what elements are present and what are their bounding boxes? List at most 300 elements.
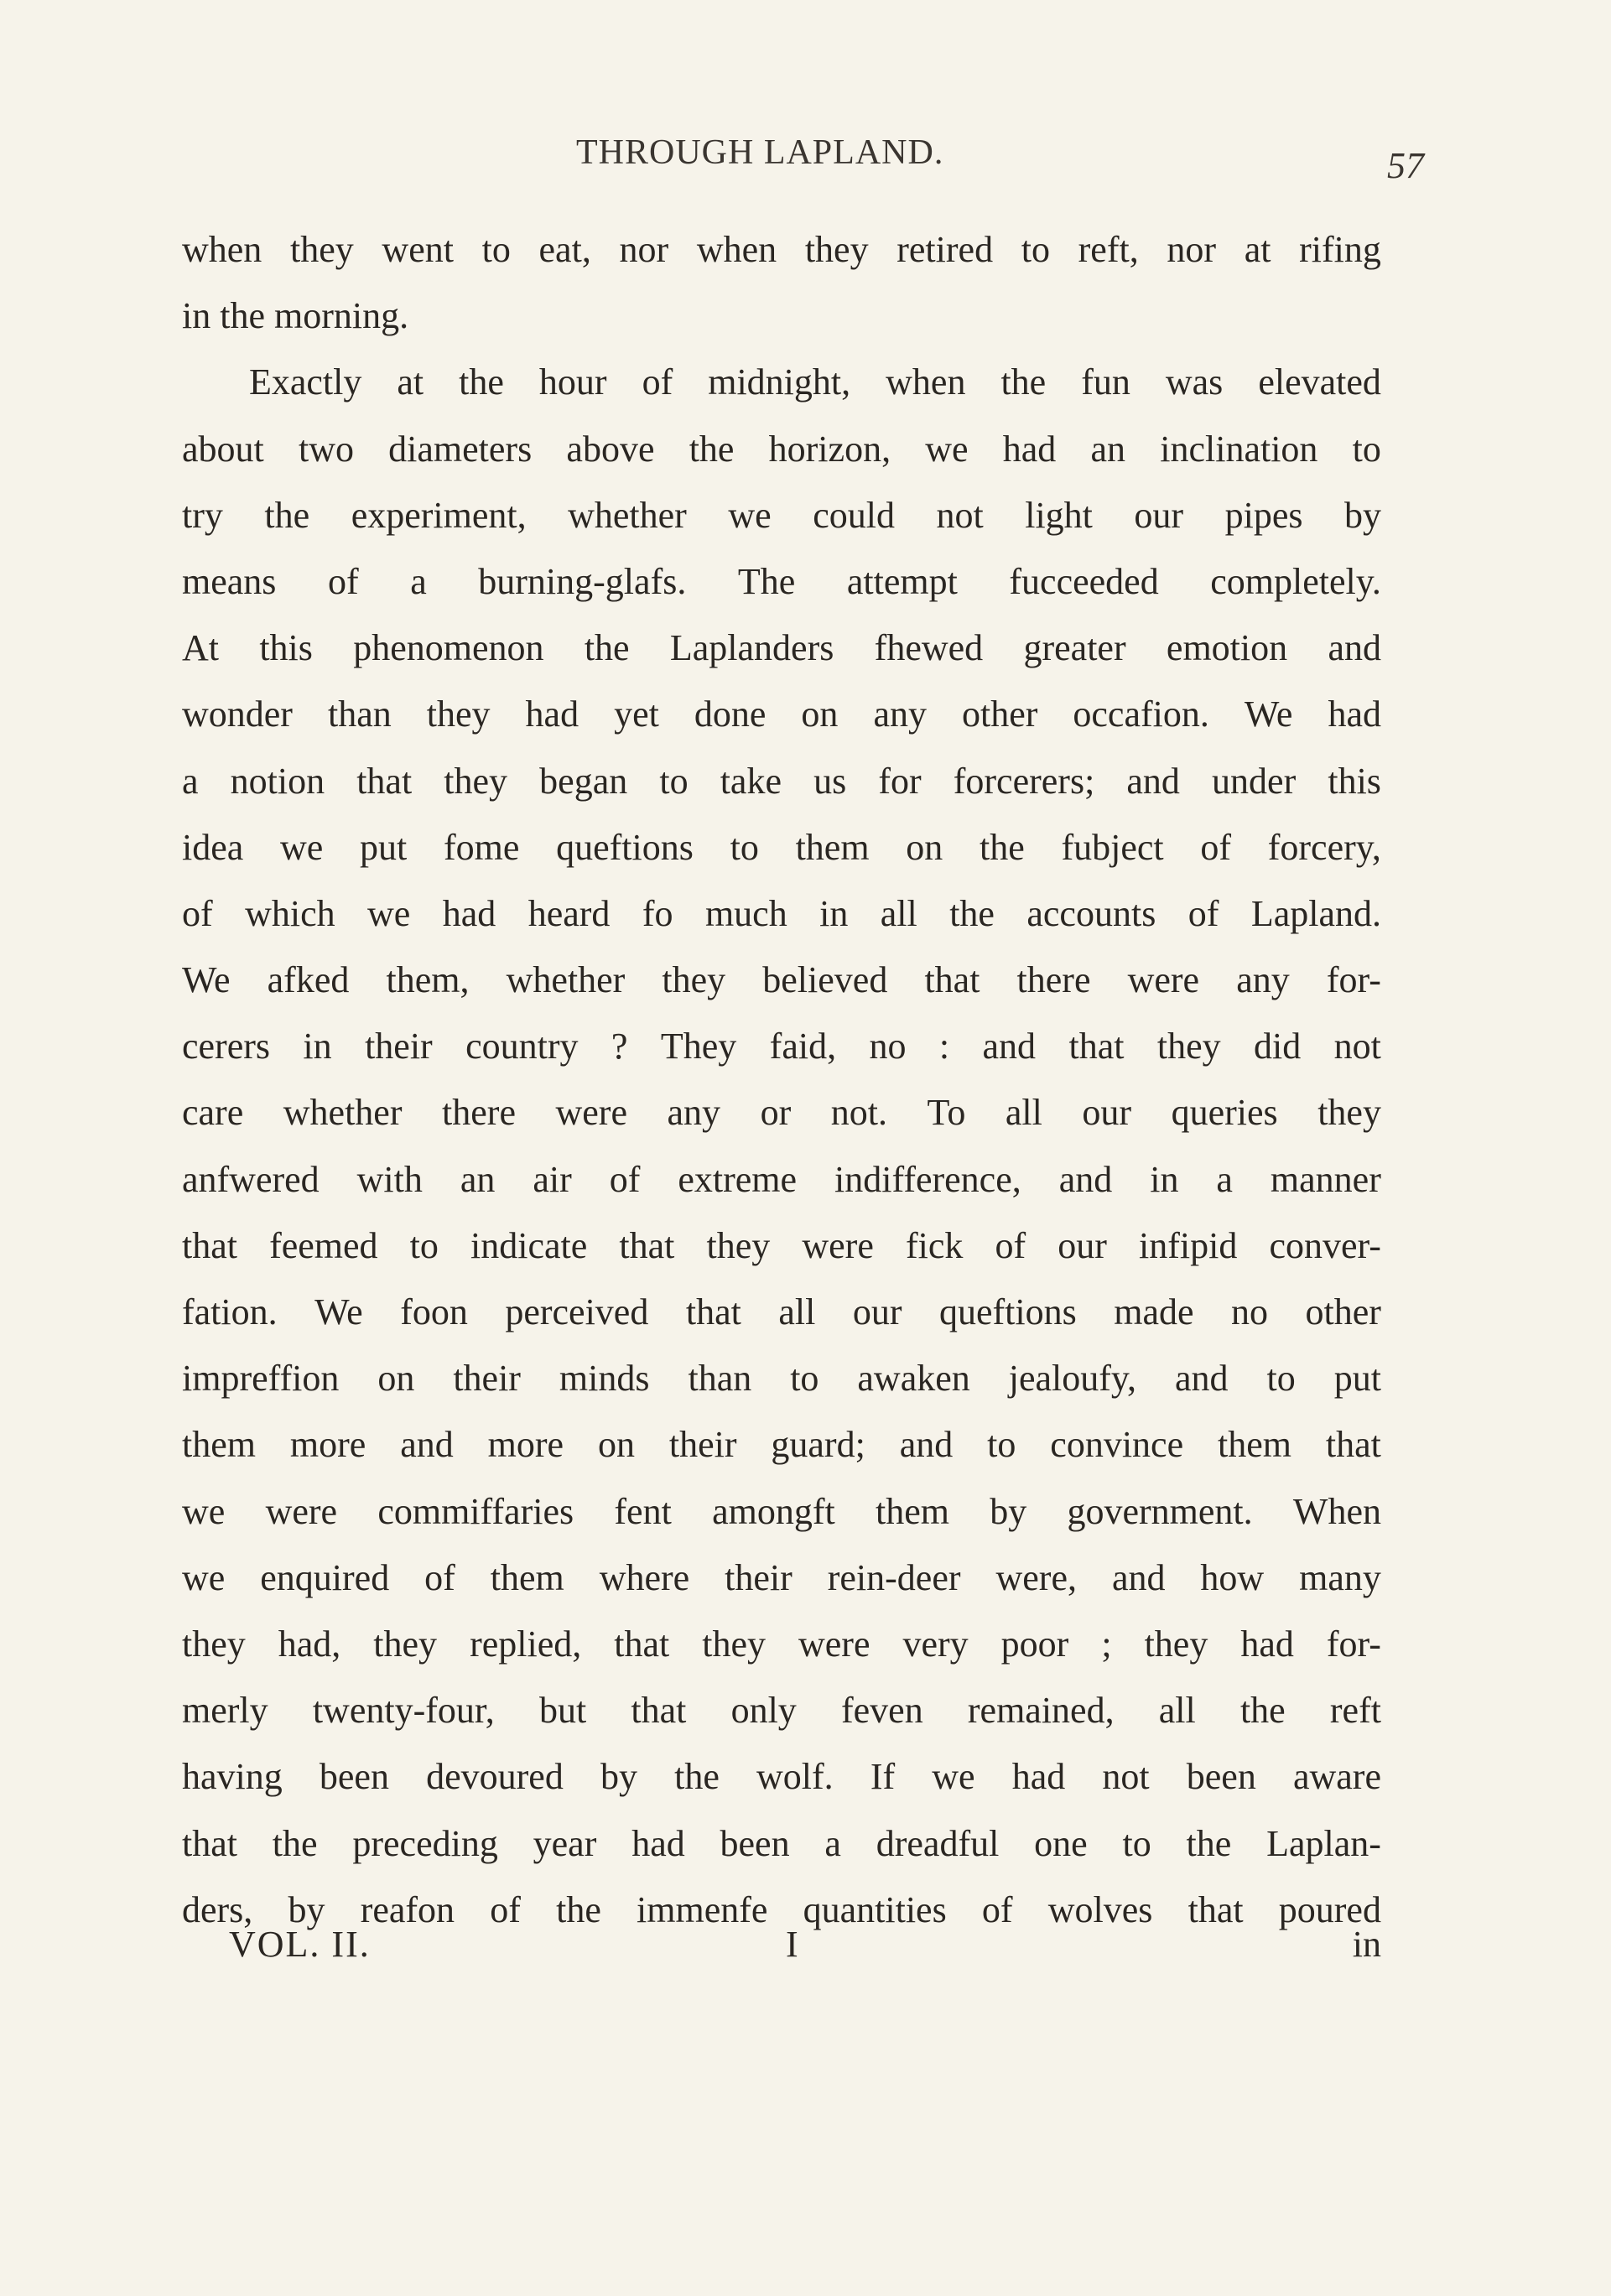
word: wolf. <box>756 1756 834 1798</box>
word: they <box>444 760 508 802</box>
word: aware <box>1292 1756 1381 1798</box>
word: wonder <box>182 693 293 735</box>
word: impreffion <box>182 1358 340 1400</box>
word: foon <box>400 1291 468 1332</box>
word: they <box>1144 1623 1208 1665</box>
word: burning-glafs. <box>478 560 687 602</box>
word: ? <box>611 1026 628 1067</box>
word: indifference, <box>834 1158 1021 1200</box>
word: in <box>819 892 849 934</box>
word: at <box>1244 229 1271 270</box>
word: done <box>694 693 767 735</box>
word: and <box>1328 627 1381 669</box>
word: and <box>1126 760 1180 802</box>
word: fent <box>614 1490 672 1532</box>
word: that <box>614 1623 670 1665</box>
word: their <box>725 1556 793 1598</box>
word: that <box>1068 1026 1125 1067</box>
word: that <box>924 959 980 1001</box>
word: them <box>875 1490 949 1532</box>
word: amongft <box>712 1490 835 1532</box>
word: phenomenon <box>353 627 544 669</box>
word: horizon, <box>768 428 891 470</box>
word: were <box>555 1092 627 1134</box>
word: them <box>490 1556 564 1598</box>
word: with <box>356 1158 423 1200</box>
word: than <box>327 693 392 735</box>
word: greater <box>1023 627 1126 669</box>
text-line <box>182 1013 1381 1079</box>
word: twenty-four, <box>312 1690 495 1732</box>
body-text <box>182 216 1381 1943</box>
word: whether <box>506 959 626 1001</box>
word: year <box>533 1822 597 1864</box>
word: to <box>1122 1822 1151 1864</box>
word: whether <box>283 1092 403 1134</box>
word: the <box>584 627 630 669</box>
word: fick <box>905 1224 964 1266</box>
text-line <box>182 548 1381 615</box>
word: poor <box>1000 1623 1069 1665</box>
word: any <box>873 693 927 735</box>
word: and <box>1111 1556 1166 1598</box>
word: they <box>1317 1092 1381 1134</box>
word: eat, <box>538 229 591 270</box>
word: their <box>453 1358 521 1400</box>
word: we <box>932 1756 975 1798</box>
word: by <box>1344 494 1381 536</box>
word: had <box>631 1822 685 1864</box>
word: above <box>566 428 655 470</box>
word: our <box>1082 1092 1132 1134</box>
word: enquired <box>260 1556 390 1598</box>
text-line <box>182 1677 1381 1743</box>
word: only <box>730 1690 797 1732</box>
word: began <box>539 760 628 802</box>
word: on <box>377 1358 415 1400</box>
word: reft <box>1329 1690 1381 1732</box>
word: we <box>182 1556 226 1598</box>
word: us <box>813 760 847 802</box>
word: that <box>182 1224 237 1266</box>
word: fation. <box>182 1291 278 1332</box>
word: than <box>688 1358 752 1400</box>
word: guard; <box>771 1424 865 1466</box>
word: and <box>1058 1158 1113 1200</box>
word: convince <box>1050 1424 1184 1466</box>
word: were <box>802 1224 874 1266</box>
word: nor <box>619 229 669 270</box>
word: they <box>182 1623 246 1665</box>
word: had, <box>278 1623 341 1665</box>
word: elevated <box>1258 361 1381 403</box>
word: they <box>426 693 491 735</box>
word: of <box>981 1888 1013 1930</box>
volume-mark: VOL. II. <box>229 1924 371 1965</box>
word: all <box>880 892 917 934</box>
word: of <box>1187 892 1219 934</box>
word: experiment, <box>351 494 527 536</box>
text-line <box>182 1146 1381 1213</box>
word: but <box>538 1690 587 1732</box>
word: the <box>1239 1690 1286 1732</box>
word: of <box>182 892 213 934</box>
word: reft, <box>1078 229 1139 270</box>
word: when <box>886 361 966 403</box>
text-line <box>182 216 1381 283</box>
word: and <box>982 1026 1037 1067</box>
word: where <box>599 1556 690 1598</box>
word: devoured <box>426 1756 564 1798</box>
catchword: in <box>1352 1924 1381 1965</box>
word: feemed <box>269 1224 378 1266</box>
word: and <box>1175 1358 1229 1400</box>
word: midnight, <box>708 361 851 403</box>
word: the <box>1186 1822 1232 1864</box>
word: that <box>182 1822 237 1864</box>
word: dreadful <box>876 1822 1000 1864</box>
word: one <box>1034 1822 1088 1864</box>
word: whether <box>568 494 687 536</box>
page-footer <box>182 1923 1381 1973</box>
word: idea <box>182 826 244 868</box>
word: we <box>182 1490 226 1532</box>
word: did <box>1254 1026 1302 1067</box>
word: manner <box>1270 1158 1381 1200</box>
word: feven <box>840 1690 923 1732</box>
running-head <box>182 132 1424 186</box>
word: replied, <box>470 1623 582 1665</box>
word: were <box>265 1490 338 1532</box>
word: believed <box>762 959 888 1001</box>
word: When <box>1292 1490 1381 1532</box>
word: emotion <box>1166 627 1288 669</box>
text-line <box>182 1743 1381 1810</box>
word: accounts <box>1026 892 1156 934</box>
word: all <box>778 1291 816 1332</box>
word: at <box>397 361 424 403</box>
word: wolves <box>1047 1888 1153 1930</box>
word: two <box>298 428 354 470</box>
word: other <box>1305 1291 1381 1332</box>
word: cerers <box>182 1026 271 1067</box>
word: were <box>1127 959 1200 1001</box>
word: remained, <box>967 1690 1115 1732</box>
word: they <box>662 959 726 1001</box>
signature-mark: I <box>786 1924 798 1965</box>
word: not <box>936 494 984 536</box>
word: under <box>1212 760 1297 802</box>
word: when <box>696 229 777 270</box>
word: this <box>259 627 313 669</box>
word: our <box>1134 494 1184 536</box>
text-line <box>182 814 1381 880</box>
word: their <box>365 1026 433 1067</box>
text-line <box>182 1279 1381 1345</box>
word: To <box>927 1092 966 1134</box>
word: them <box>1218 1424 1291 1466</box>
text-line <box>182 947 1381 1013</box>
word: Lapland. <box>1250 892 1381 934</box>
word: fo <box>642 892 673 934</box>
text-line <box>182 416 1381 482</box>
word: the <box>979 826 1025 868</box>
text-line <box>182 1213 1381 1279</box>
word: the <box>459 361 504 403</box>
text-line <box>182 681 1381 747</box>
word: the <box>264 494 310 536</box>
word: put <box>1333 1358 1381 1400</box>
word: the <box>949 892 995 934</box>
word: queftions <box>938 1291 1077 1332</box>
word: them, <box>386 959 470 1001</box>
text-line <box>182 1545 1381 1611</box>
word: take <box>720 760 782 802</box>
word: means <box>182 560 277 602</box>
word: commiffaries <box>377 1490 574 1532</box>
word: went <box>382 229 454 270</box>
word: to <box>481 229 511 270</box>
page-number: 57 <box>1387 145 1424 186</box>
word: At <box>182 627 219 669</box>
word: forcerers; <box>953 760 1095 802</box>
word: fun <box>1081 361 1130 403</box>
word: minds <box>559 1358 650 1400</box>
word: pipes <box>1224 494 1303 536</box>
word: put <box>360 826 408 868</box>
word: fhewed <box>874 627 984 669</box>
text-line <box>182 349 1381 415</box>
word: more <box>289 1424 366 1466</box>
word: quantities <box>803 1888 947 1930</box>
word: we <box>728 494 772 536</box>
word: them <box>795 826 870 868</box>
text-line <box>182 482 1381 548</box>
word: them <box>182 1424 256 1466</box>
word: in <box>1150 1158 1179 1200</box>
word: ; <box>1101 1623 1112 1665</box>
word: fucceeded <box>1009 560 1159 602</box>
word: a <box>1216 1158 1233 1200</box>
word: light <box>1025 494 1093 536</box>
word: any <box>667 1092 721 1134</box>
word: to <box>730 826 759 868</box>
word: which <box>245 892 335 934</box>
word: the <box>689 428 735 470</box>
word: If <box>870 1756 896 1798</box>
word: had <box>1240 1623 1294 1665</box>
word: by <box>990 1490 1027 1532</box>
word: and <box>400 1424 454 1466</box>
word: been <box>1186 1756 1256 1798</box>
text-line <box>182 1611 1381 1677</box>
word: were, <box>995 1556 1077 1598</box>
word: jealoufy, <box>1008 1358 1137 1400</box>
word: that <box>619 1224 675 1266</box>
word: by <box>288 1888 325 1930</box>
word: there <box>442 1092 516 1134</box>
word: to <box>987 1424 1016 1466</box>
word: infipid <box>1139 1224 1238 1266</box>
word: afked <box>267 959 350 1001</box>
word: faid, <box>769 1026 837 1067</box>
word: of <box>609 1158 641 1200</box>
word: not <box>1102 1756 1150 1798</box>
word: we <box>925 428 969 470</box>
word: they <box>706 1224 771 1266</box>
word: notion <box>230 760 325 802</box>
word: queries <box>1171 1092 1278 1134</box>
word: they <box>1156 1026 1221 1067</box>
text-line <box>182 880 1381 947</box>
word: of <box>1200 826 1232 868</box>
word: rein-deer <box>827 1556 961 1598</box>
word: all <box>1158 1690 1196 1732</box>
word: they <box>373 1623 438 1665</box>
word: many <box>1299 1556 1381 1598</box>
word: we <box>367 892 411 934</box>
word: the <box>272 1822 318 1864</box>
text-line <box>182 1810 1381 1877</box>
word: We <box>182 959 231 1001</box>
word: Exactly <box>249 361 362 403</box>
word: forcery, <box>1267 826 1381 868</box>
word: hour <box>538 361 607 403</box>
word: we <box>280 826 324 868</box>
word: conver- <box>1269 1224 1381 1266</box>
word: by <box>600 1756 637 1798</box>
text-line <box>182 1345 1381 1411</box>
word: We <box>314 1291 363 1332</box>
word: they <box>702 1623 766 1665</box>
word: there <box>1016 959 1091 1001</box>
word: much <box>704 892 787 934</box>
word: a <box>410 560 427 602</box>
word: in <box>303 1026 332 1067</box>
word: government. <box>1067 1490 1253 1532</box>
word: an <box>1090 428 1126 470</box>
word: that <box>1325 1424 1381 1466</box>
word: any <box>1236 959 1290 1001</box>
word: to <box>1352 428 1381 470</box>
word: for- <box>1326 1623 1381 1665</box>
word: of <box>642 361 673 403</box>
word: could <box>813 494 895 536</box>
word: We <box>1244 693 1293 735</box>
word: of <box>490 1888 521 1930</box>
word: and <box>899 1424 954 1466</box>
word: occafion. <box>1073 693 1209 735</box>
word: this <box>1328 760 1381 802</box>
word: all <box>1005 1092 1042 1134</box>
word: when <box>182 229 262 270</box>
word: on <box>906 826 943 868</box>
line-text: in the morning. <box>182 295 409 337</box>
word: reafon <box>360 1888 455 1930</box>
word: preceding <box>352 1822 498 1864</box>
text-line <box>182 748 1381 814</box>
word: had <box>525 693 579 735</box>
word: extreme <box>678 1158 798 1200</box>
word: they <box>289 229 354 270</box>
word: how <box>1200 1556 1265 1598</box>
word: perceived <box>505 1291 649 1332</box>
word: no <box>1231 1291 1269 1332</box>
word: care <box>182 1092 244 1134</box>
word: to <box>409 1224 439 1266</box>
word: attempt <box>846 560 958 602</box>
word: very <box>902 1623 969 1665</box>
word: our <box>852 1291 902 1332</box>
word: other <box>961 693 1038 735</box>
word: not <box>1333 1026 1381 1067</box>
word: not. <box>830 1092 888 1134</box>
word: been <box>319 1756 389 1798</box>
word: diameters <box>388 428 533 470</box>
word: queftions <box>556 826 694 868</box>
word: of <box>327 560 359 602</box>
word: anfwered <box>182 1158 320 1200</box>
word: inclination <box>1160 428 1318 470</box>
word: They <box>660 1026 737 1067</box>
text-line <box>182 1079 1381 1145</box>
word: fome <box>444 826 520 868</box>
text-line <box>182 1478 1381 1545</box>
word: they <box>804 229 869 270</box>
word: or <box>760 1092 792 1134</box>
word: a <box>182 760 199 802</box>
word: nor <box>1167 229 1217 270</box>
word: their <box>668 1424 737 1466</box>
word: of <box>995 1224 1026 1266</box>
word: retired <box>896 229 994 270</box>
word: were <box>798 1623 870 1665</box>
word: on <box>597 1424 635 1466</box>
word: rifing <box>1299 229 1381 270</box>
word: yet <box>614 693 659 735</box>
word: a <box>824 1822 841 1864</box>
word: to <box>1021 229 1050 270</box>
word: air <box>533 1158 572 1200</box>
word: immenfe <box>637 1888 768 1930</box>
word: for <box>878 760 922 802</box>
word: that <box>356 760 413 802</box>
word: indicate <box>470 1224 588 1266</box>
word: made <box>1114 1291 1194 1332</box>
word: no <box>869 1026 907 1067</box>
word: been <box>720 1822 790 1864</box>
word: completely. <box>1210 560 1381 602</box>
word: about <box>182 428 264 470</box>
word: for- <box>1326 959 1381 1001</box>
word: ders, <box>182 1888 253 1930</box>
word: to <box>659 760 689 802</box>
word: to <box>1266 1358 1296 1400</box>
word: to <box>790 1358 819 1400</box>
word: our <box>1058 1224 1107 1266</box>
word: had <box>1328 693 1381 735</box>
word: that <box>1187 1888 1244 1930</box>
word: Laplan- <box>1266 1822 1381 1864</box>
word: more <box>487 1424 564 1466</box>
text-line <box>182 1411 1381 1478</box>
word: was <box>1165 361 1224 403</box>
word: had <box>1011 1756 1066 1798</box>
word: had <box>442 892 496 934</box>
word: had <box>1002 428 1057 470</box>
text-line <box>182 615 1381 681</box>
word: that <box>685 1291 741 1332</box>
